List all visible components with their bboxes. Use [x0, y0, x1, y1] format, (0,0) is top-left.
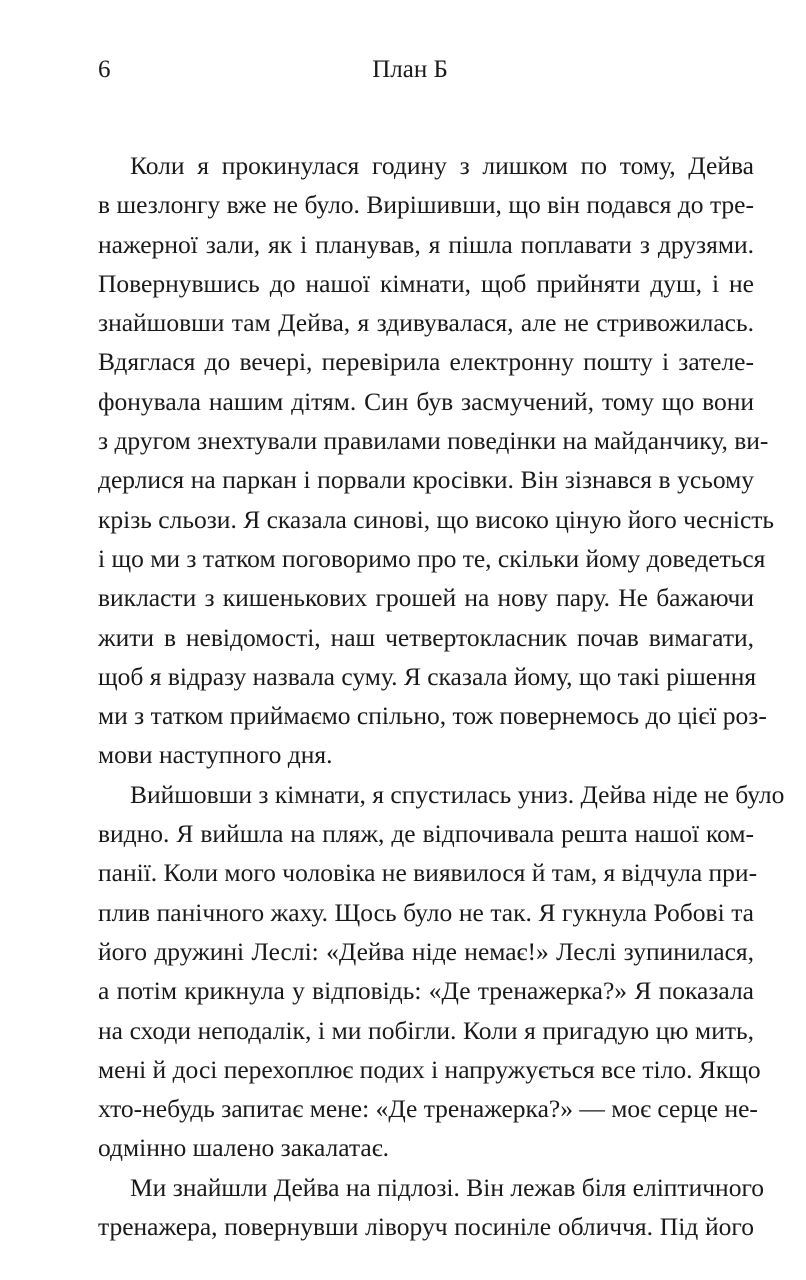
text-line: хто-небудь запитає мене: «Де тренажерка?» — моє серце не- [98, 1094, 758, 1124]
text-line: тренажера, повернувши ліворуч посиніле обличчя. Під його [98, 1212, 754, 1242]
text-line: плив панічного жаху. Щось було не так. Я гукнула Робові та [98, 897, 754, 927]
text-line: дерлися на паркан і порвали кросівки. Він зізнався в усьому [98, 465, 754, 495]
text-line: ми з татком приймаємо спільно, тож повернемось до цієї роз- [98, 701, 767, 731]
paragraph-3 [98, 1168, 765, 1247]
text-line: нажерної зали, як і планував, я пішла поплавати з друзями. [98, 229, 754, 259]
text-line: і що ми з татком поговоримо про те, скільки йому доведеться [98, 543, 766, 573]
text-line: щоб я відразу назвала суму. Я сказала йому, що такі рішення [98, 661, 757, 691]
text-line: Вдяглася до вечері, перевірила електронну пошту і зателе- [98, 347, 754, 377]
text-line: Повернувшись до нашої кімнати, щоб прийняти душ, і не [98, 268, 754, 298]
text-line: з другом знехтували правилами поведінки на майданчику, ви- [98, 426, 769, 456]
paragraph-2 [98, 775, 785, 1168]
text-line: знайшовши там Дейва, я здивувалася, але не стривожилась. [98, 308, 754, 338]
page-number: 6 [98, 56, 111, 83]
paragraph-1 [98, 146, 775, 775]
text-line: жити в невідомості, наш четвертокласник почав вимагати, [98, 622, 754, 652]
text-line: крізь сльози. Я сказала синові, що високо ціную його чесність [98, 504, 775, 534]
text-line: в шезлонгу вже не було. Вирішивши, що він подався до тре- [98, 190, 754, 220]
text-line: на сходи неподалік, і ми побігли. Коли я пригадую цю мить, [98, 1015, 754, 1045]
text-line: а потім крикнула у відповідь: «Де тренажерка?» Я показала [98, 976, 754, 1006]
text-line: Ми знайшли Дейва на підлозі. Він лежав біля еліптичного [130, 1172, 765, 1202]
text-line: Коли я прокинулася годину з лишком по тому, Дейва [130, 151, 754, 180]
text-line: викласти з кишенькових грошей на нову пару. Не бажаючи [98, 583, 754, 613]
text-line: одмінно шалено закалатає. [98, 1133, 390, 1163]
text-line: мені й досі перехоплює подих і напружується все тіло. Якщо [98, 1054, 761, 1084]
text-line: його дружині Леслі: «Дейва ніде немає!» Леслі зупинилася, [98, 936, 754, 966]
text-line: мови наступного дня. [98, 740, 333, 770]
running-title: План Б [372, 56, 448, 83]
text-line: панії. Коли мого чоловіка не виявилося й там, я відчула при- [98, 858, 758, 888]
running-head [98, 54, 722, 86]
text-line: фонувала нашим дітям. Син був засмучений, тому що вони [98, 386, 754, 416]
body-text [98, 146, 785, 1246]
text-line: видно. Я вийшла на пляж, де відпочивала решта нашої ком- [98, 819, 754, 849]
text-line: Вийшовши з кімнати, я спустилась униз. Дейва ніде не було [130, 779, 785, 809]
